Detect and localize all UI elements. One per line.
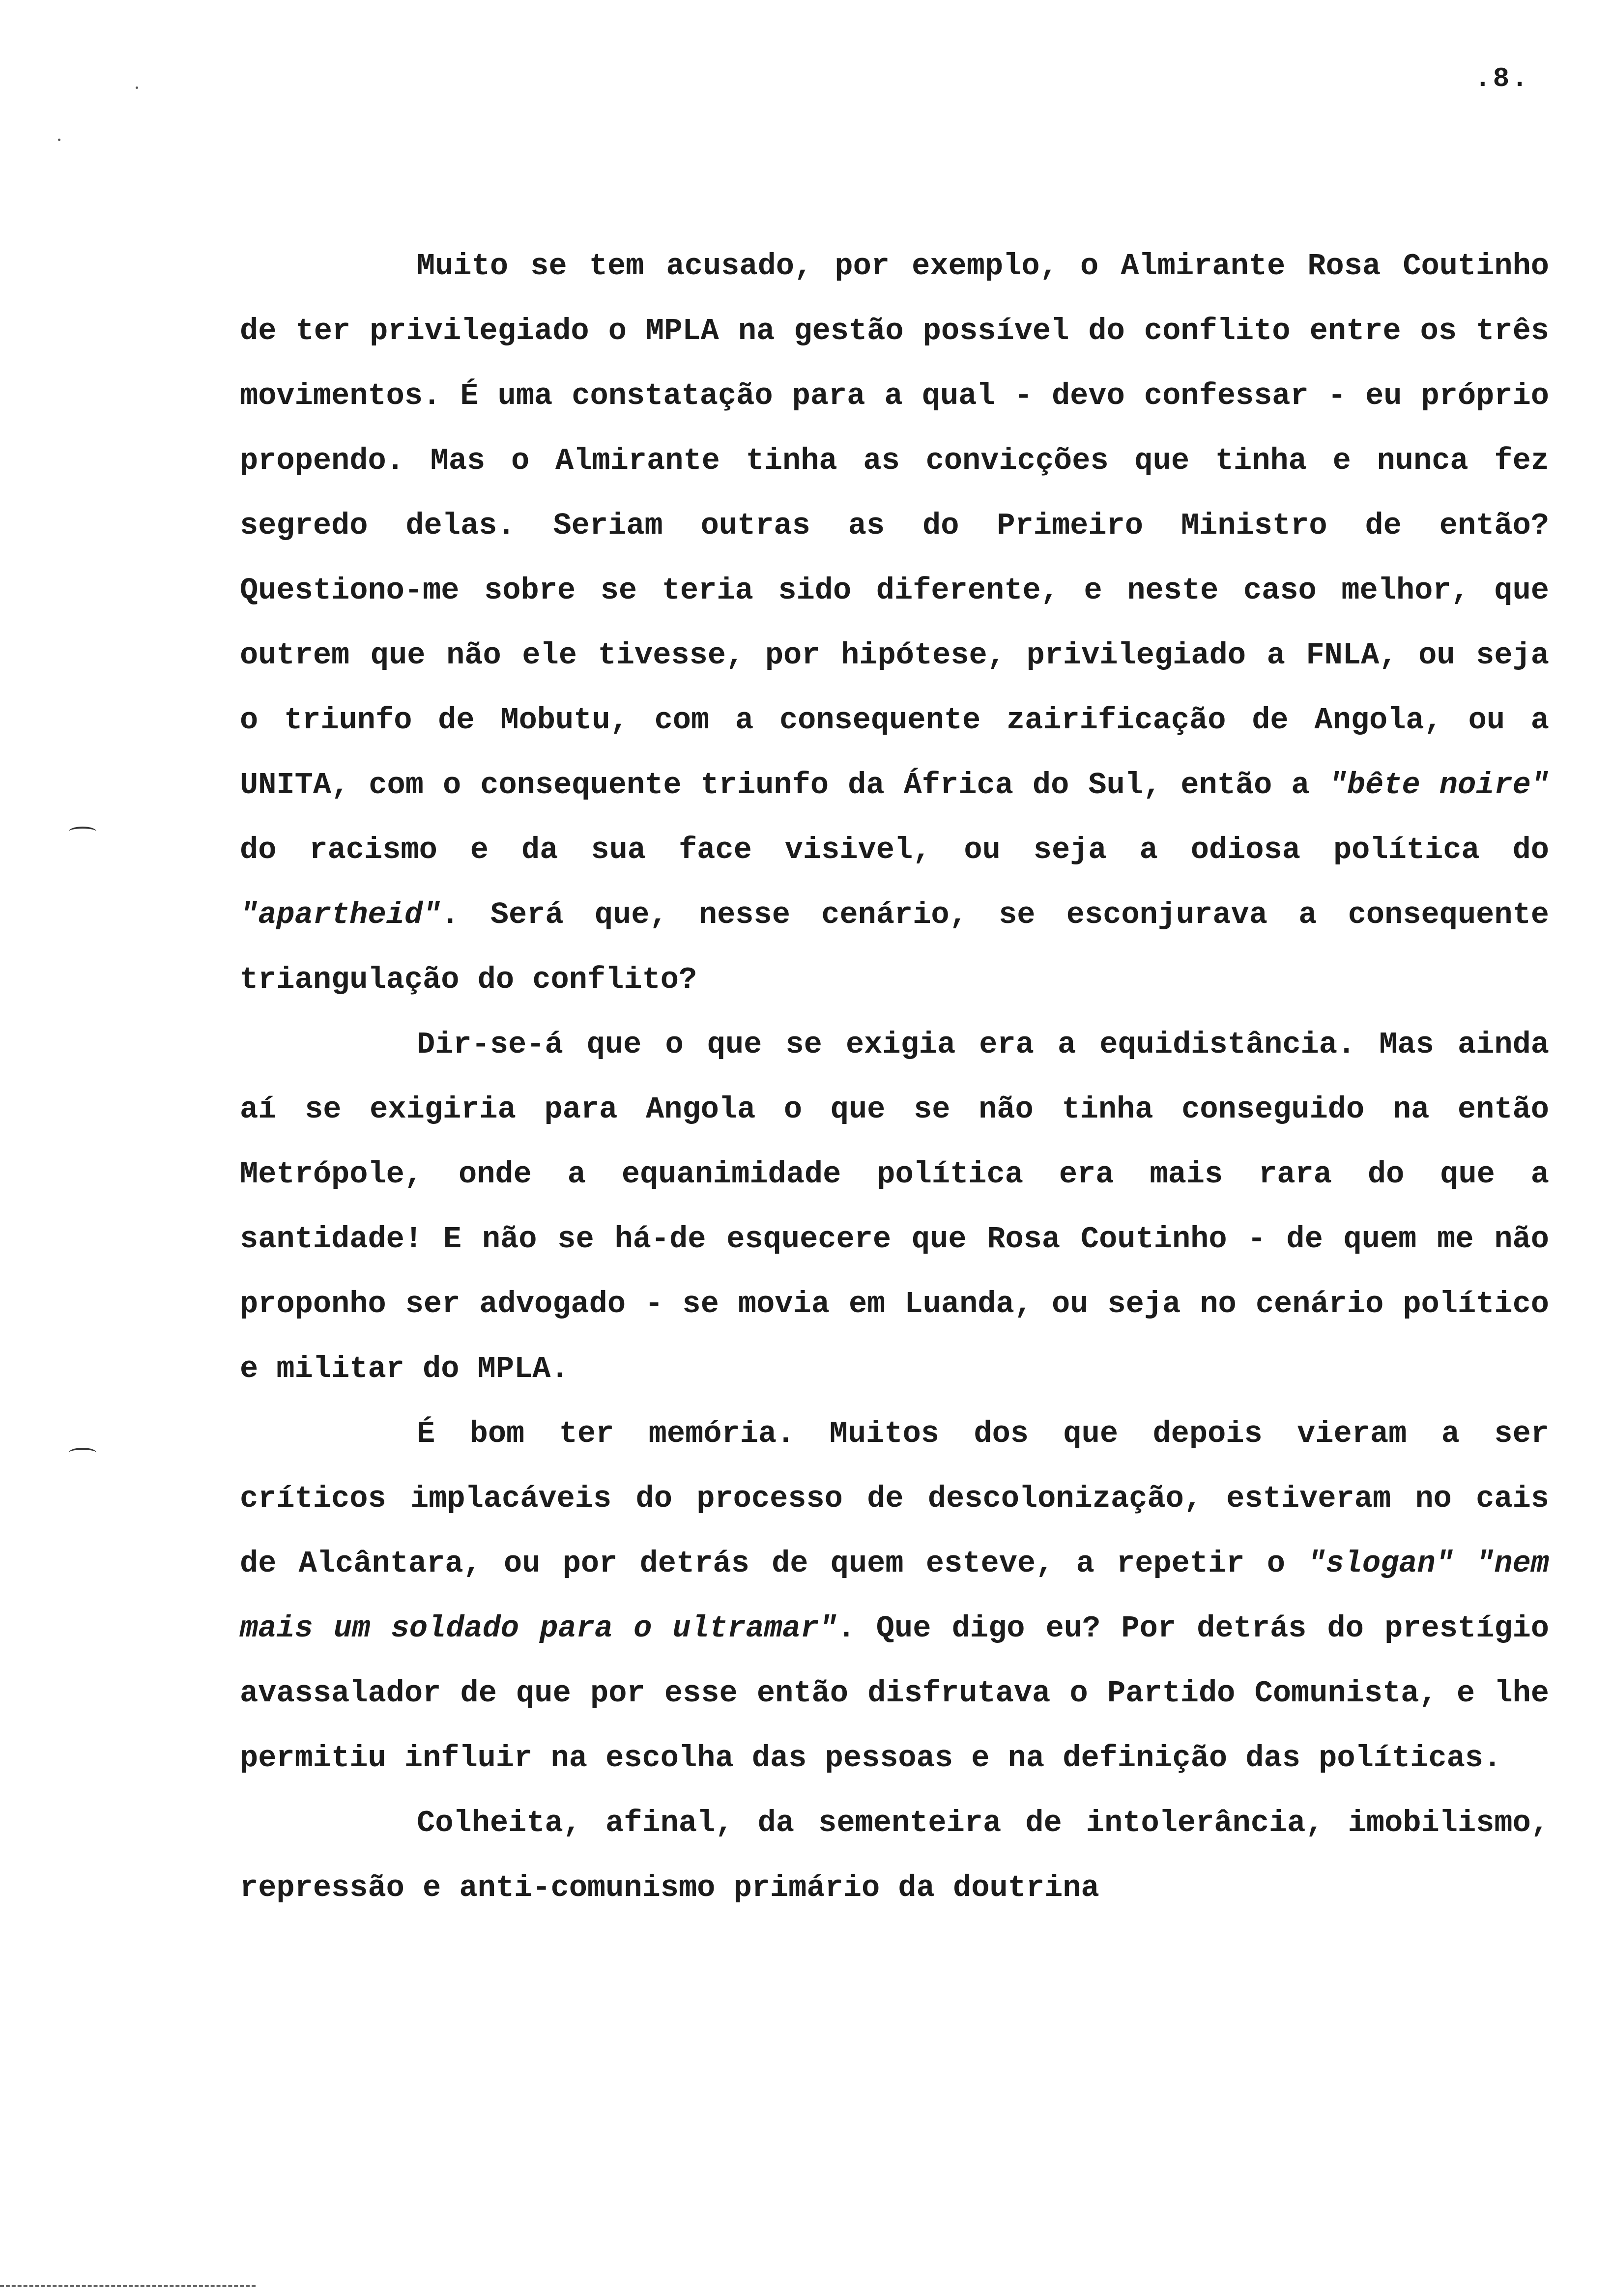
- paragraph-2: Dir-se-á que o que se exigia era a equidistância. Mas ainda aí se exigiria para Angola o que se não tinha conseguido na então Metrópole, onde a equanimidade política era mais rara do que a santidade! E não se há-de esquecere que Rosa Coutinho - de quem me não proponho ser advogado - se movia em Luanda, ou seja no cenário político e militar do MPLA.: [240, 1027, 1549, 1386]
- paragraph-1-text-c: . Será que, nesse cenário, se esconjurava a consequente triangulação do conflito?: [240, 897, 1549, 997]
- paragraph-3-text-b: . Que digo eu? Por detrás do prestígio avassalador de que por esse então disfrutava o Partido Comunista, e lhe permitiu influir na escolha das pessoas e na definição das políticas.: [240, 1611, 1549, 1776]
- paragraph-1-italic-apartheid: "apartheid": [240, 897, 441, 932]
- paragraph-1-text-b: do racismo e da sua face visivel, ou seja a odiosa política do: [240, 832, 1549, 867]
- paragraph-1-text-a: Muito se tem acusado, por exemplo, o Almirante Rosa Coutinho de ter privilegiado o MPLA na gestão possível do conflito entre os três movimentos. É uma constatação para a qual - devo confessar - eu próprio propendo. Mas o Almirante tinha as convicções que tinha e nunca fez segredo delas. Seriam outras as do Primeiro Ministro de então? Questiono-me sobre se teria sido diferente, e neste caso melhor, que outrem que não ele tivesse, por hipótese, privilegiado a FNLA, ou seja o triunfo de Mobutu, com a consequente zairificação de Angola, ou a UNITA, com o consequente triunfo da África do Sul, então a: [240, 249, 1549, 803]
- paragraph-4: Colheita, afinal, da sementeira de intolerância, imobilismo, repressão e anti-comunismo primário da doutrina: [240, 1806, 1549, 1905]
- page-number: .8.: [1474, 63, 1530, 94]
- scan-speck-2: [58, 139, 60, 141]
- punch-hole-mark-top: [69, 827, 96, 836]
- scan-bottom-rule: [0, 2285, 256, 2287]
- paragraph-3-italic-slogan: "slogan" "nem mais um soldado para o ultramar": [240, 1546, 1549, 1646]
- scan-speck-1: [136, 86, 138, 89]
- paragraph-3: [240, 1402, 1549, 1791]
- punch-hole-mark-bottom: [69, 1448, 96, 1458]
- paragraph-3-text-a: É bom ter memória. Muitos dos que depois vieram a ser críticos implacáveis do processo de descolonização, estiveram no cais de Alcântara, ou por detrás de quem esteve, a repetir o: [240, 1416, 1549, 1581]
- paragraph-1: [240, 234, 1549, 1012]
- paragraph-1-italic-bete-noire: "bête noire": [1328, 768, 1549, 803]
- document-body: [240, 234, 1549, 1921]
